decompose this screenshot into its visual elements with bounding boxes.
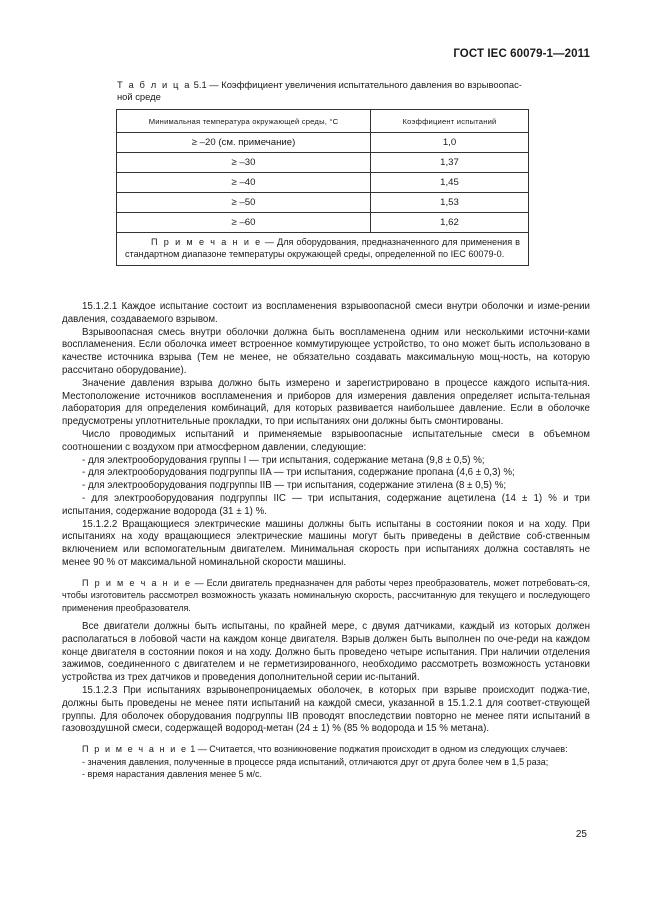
coefficient-cell: 1,53 (371, 193, 529, 213)
coefficient-cell: 1,62 (371, 213, 529, 233)
note-paragraph (62, 577, 590, 614)
table-row (117, 133, 529, 153)
list-item: - для электрооборудования подгруппы IIB — три испытания, содержание этилена (8 ± 0,5) %; (82, 480, 507, 492)
note-list-item: - время нарастания давления менее 5 м/с. (82, 768, 262, 779)
coefficient-cell: 1,0 (371, 133, 529, 153)
table-caption-label: Т а б л и ц а (117, 79, 192, 90)
note-paragraph (62, 743, 590, 755)
temperature-cell: ≥ –20 (см. примечание) (117, 133, 371, 153)
paragraph-15-1-2-3: 15.1.2.3 При испытаниях взрывонепроницаемых оболочек, в которых при взрыве происходит поджа-тие, должны быть проведены не менее пяти испытаний на каждой смеси, указанной в 15.1.2.1 для соответ-ствующей группы. Для оболочек оборудования подгруппы IIB проводят впоследствии повторно не менее пяти испытаний в газовоздушной смеси, содержащей водород-метан (24 ± 1) % (85 % водорода и 15 % метана). (62, 684, 590, 735)
column-header-temperature: Минимальная температура окружающей среды, °С (117, 110, 371, 133)
table-row (117, 193, 529, 213)
table-row (117, 213, 529, 233)
table-header-row (117, 110, 529, 133)
coefficient-table (116, 109, 529, 266)
paragraph-15-1-2-1: 15.1.2.1 Каждое испытание состоит из воспламенения взрывоопасной смеси внутри оболочки и изме-рении давления, создаваемого взрывом. (62, 301, 590, 325)
paragraph: Взрывоопасная смесь внутри оболочки должна быть воспламенена одним или несколькими источни-ками воспламенения. Если оболочка имеет встроенное коммутирующее устройство, то оно может быть использовано в качестве источника взрыва (Тем не менее, не обязательно создавать максимальную мощ-ность, на которую рассчитано оборудование). (62, 326, 590, 376)
page-number: 25 (575, 829, 587, 840)
standard-number: ГОСТ IEC 60079-1—2011 (453, 48, 590, 60)
table-note-label: П р и м е ч а н и е (151, 237, 262, 247)
temperature-cell: ≥ –30 (117, 153, 371, 173)
table-row (117, 173, 529, 193)
table-note-row (117, 233, 529, 266)
paragraph: Все двигатели должны быть испытаны, по крайней мере, с двумя датчиками, каждый из которых должен располагаться в лобовой части на каждом конце двигателя. Взрыв должен быть выполнен по оче-реди на каждом конце двигателя в состоянии покоя и на ходу. Должно быть проведено четыре испытания. При наличии отделения зажимов, соединенного с двигателем и не герметизированного, необходимо рассмотреть возможность установки устройства из трех датчиков и проведения дополнительной серии ис-пытаний. (62, 620, 590, 684)
coefficient-cell: 1,45 (371, 173, 529, 193)
paragraph-15-1-2-2: 15.1.2.2 Вращающиеся электрические машины должны быть испытаны в состоянии покоя и на ходу. При испытаниях на ходу вращающиеся электрические машины могут быть приведены в действие соб-ственным включением или вспомогательным двигателем. Минимальная скорость при испытаниях должна составлять не менее 90 % от максимальной номинальной скорости машины. (62, 518, 590, 568)
list-item: - для электрооборудования группы I — три испытания, содержание метана (9,8 ± 0,5) %; (82, 454, 485, 466)
note-label: П р и м е ч а н и е (82, 577, 192, 588)
list-item: - для электрооборудования подгруппы IIC — три испытания, содержание ацетилена (14 ± 1) % и три испытания, содержание водорода (31 ± 1) %. (62, 492, 590, 517)
table-note-text: — Для оборудования, предназначенного для применения в стандартном диапазоне температуры окружающей среды, определенной по IEC 60079-0. (125, 237, 521, 259)
body-text (62, 301, 590, 787)
note-label: П р и м е ч а н и е (82, 744, 188, 755)
paragraph: Значение давления взрыва должно быть измерено и зарегистрировано в процессе каждого испыта-ния. Местоположение источников воспламенения и приборов для измерения давления определяет испыта-тельная лаборатория для определения комбинаций, для которых развивается наибольшее давление. Если в оболочке предусмотрены уплотнительные прокладки, то при испытаниях они должны быть смонтированы. (62, 377, 590, 428)
temperature-cell: ≥ –60 (117, 213, 371, 233)
table-row (117, 153, 529, 173)
temperature-cell: ≥ –40 (117, 173, 371, 193)
note-list-item: - значения давления, полученные в процессе ряда испытаний, отличаются друг от друга более чем в 1,5 раза; (82, 756, 549, 767)
note-text: — Если двигатель предназначен для работы через преобразователь, может потребовать-ся, чтобы изготовитель рассмотрел возможность указать номинальную скорость, рассчитанную для текущего и последующего применения преобразователя. (62, 577, 590, 613)
paragraph: Число проводимых испытаний и применяемые взрывоопасные испытательные смеси в объемном соотношении с воздухом при атмосферном давлении, следующие: (62, 428, 590, 453)
coefficient-cell: 1,37 (371, 153, 529, 173)
note-text: 1 — Считается, что возникновение поджатия происходит в одном из следующих случаев: (187, 744, 568, 755)
temperature-cell: ≥ –50 (117, 193, 371, 213)
column-header-coefficient: Коэффициент испытаний (371, 110, 529, 133)
table-caption-text: 5.1 — Коэффициент увеличения испытательного давления во взрывоопас-ной среде (117, 79, 522, 102)
table-note (117, 233, 529, 266)
list-item: - для электрооборудования подгруппы IIA — три испытания, содержание пропана (4,6 ± 0,3) %; (82, 467, 515, 479)
table-caption (117, 79, 537, 103)
